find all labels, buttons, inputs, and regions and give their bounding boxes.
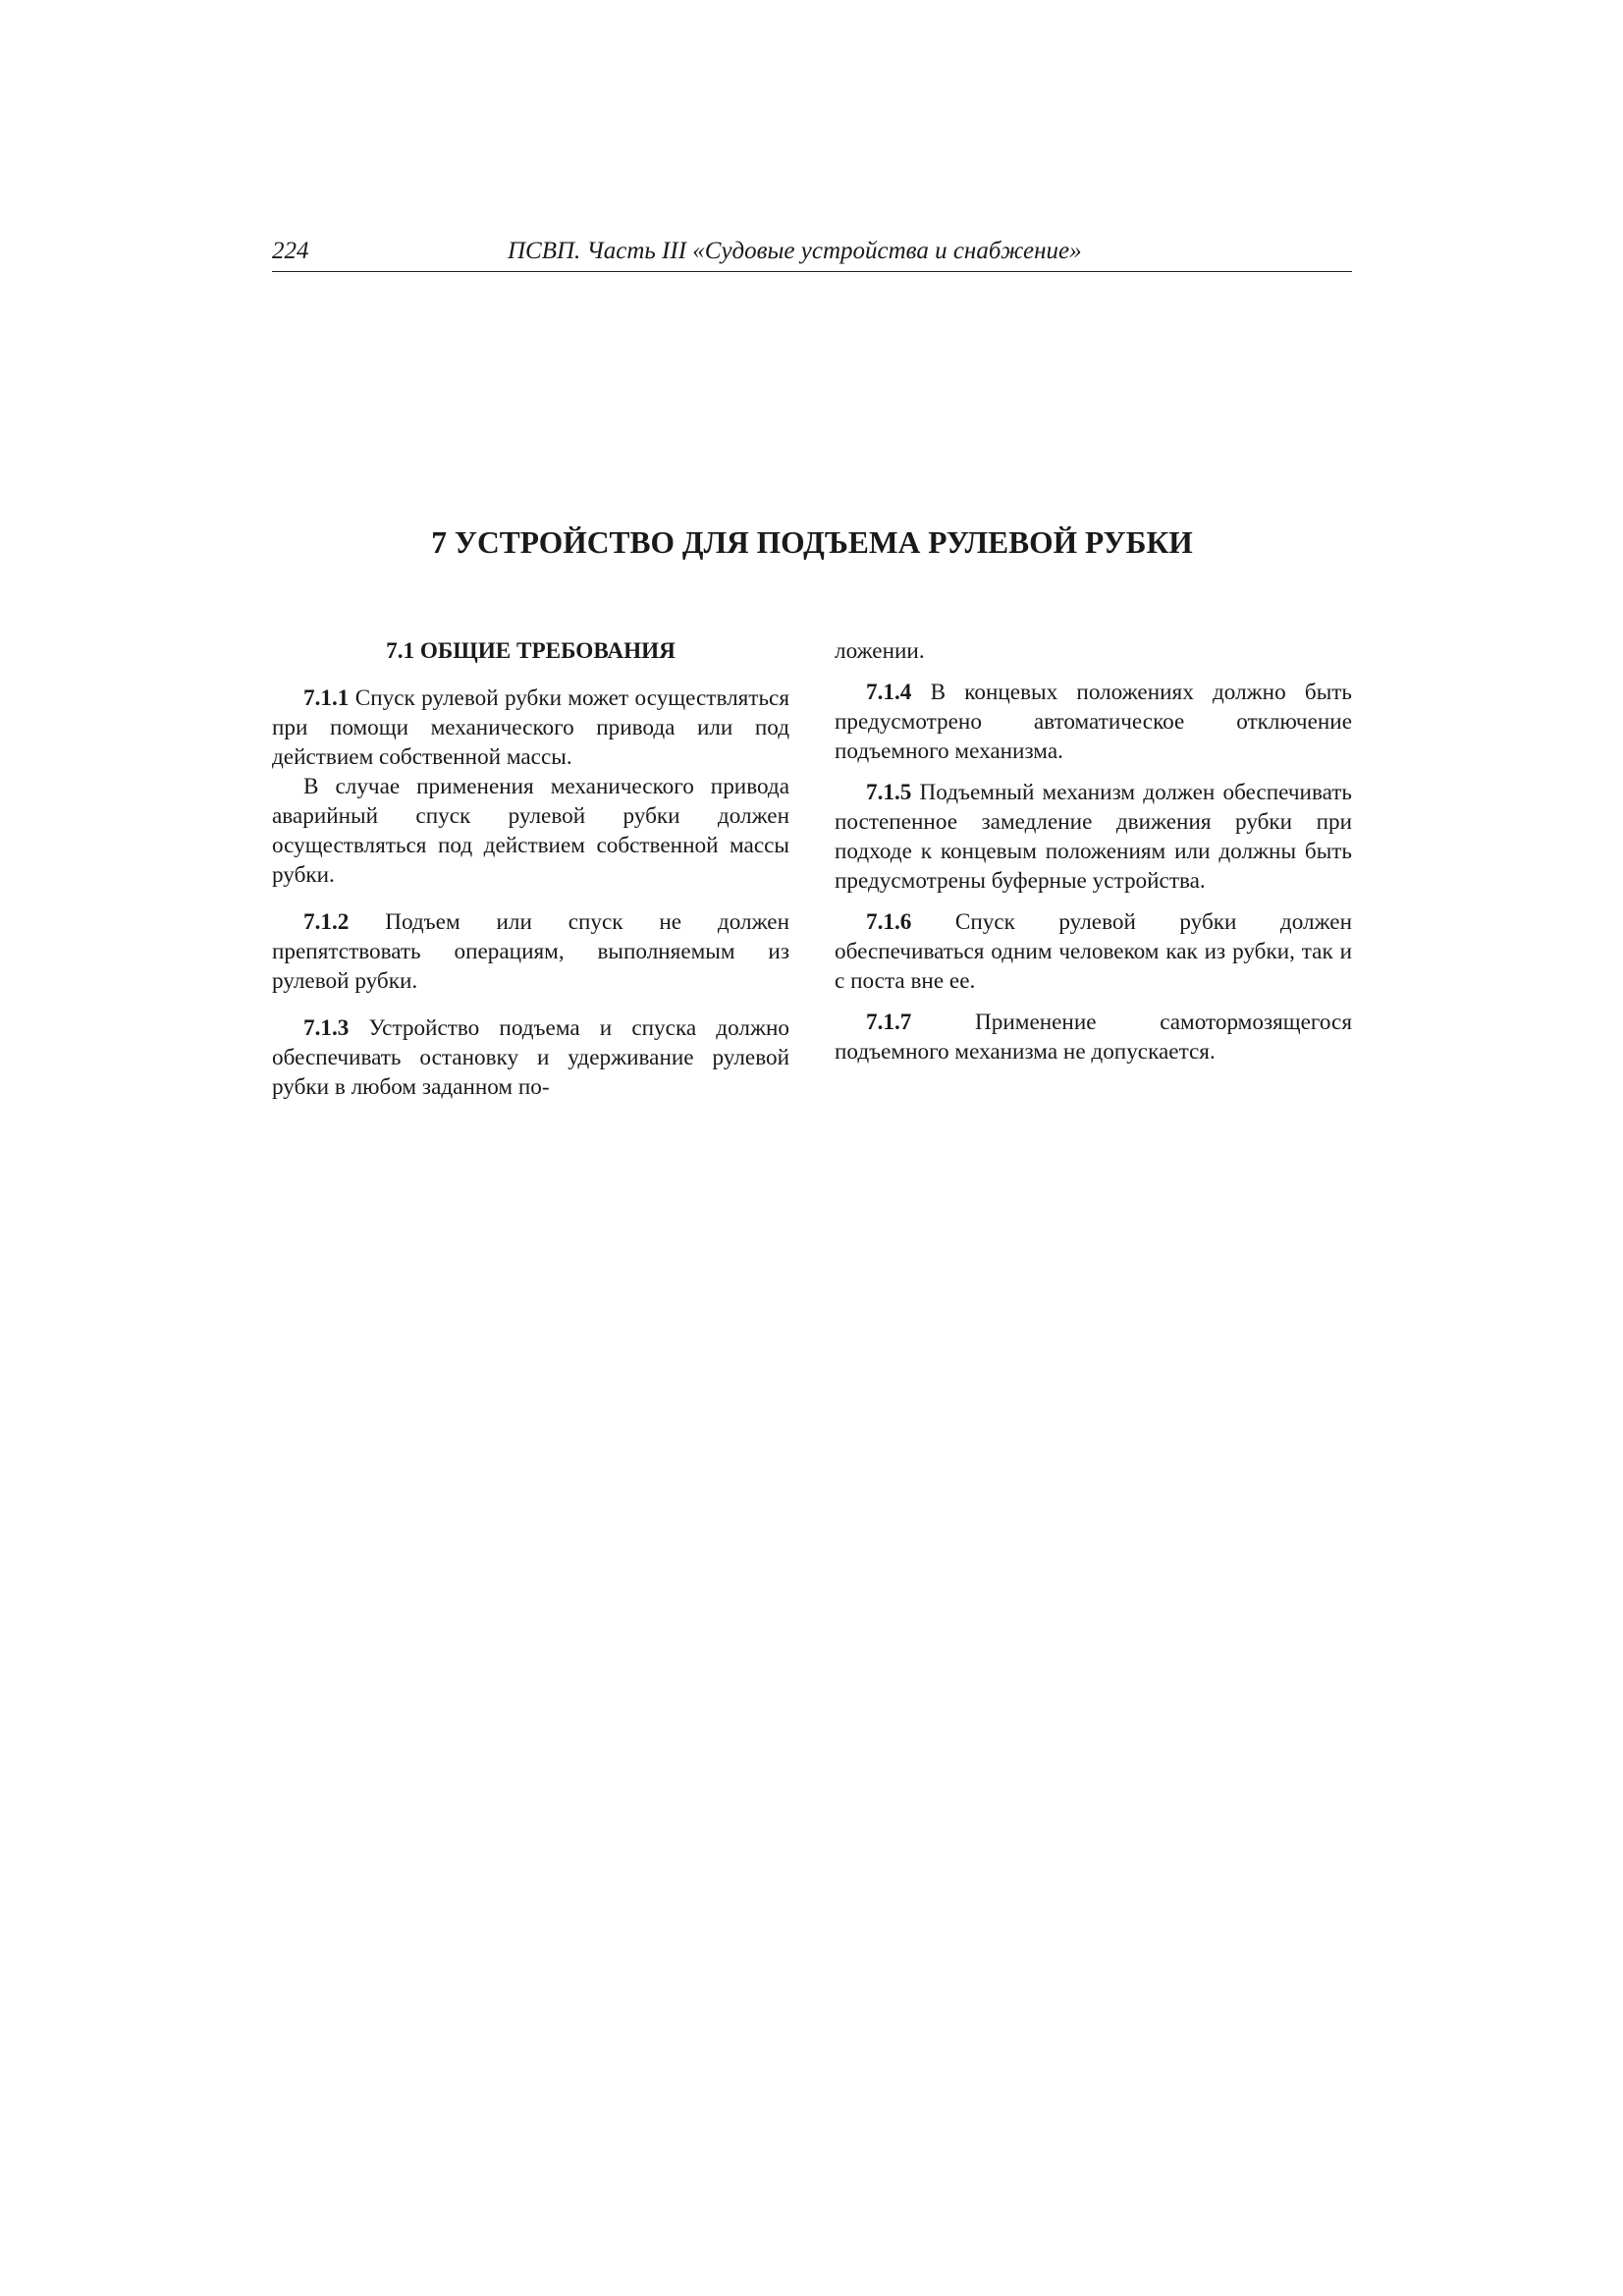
paragraph-text: В концевых положениях должно быть предусмотрено автоматическое отключение подъемного механизма.: [835, 680, 1352, 764]
paragraph-7-1-6: [835, 907, 1352, 996]
paragraph-text: ложении.: [835, 638, 925, 664]
right-column: [835, 636, 1352, 1078]
paragraph-7-1-4: [835, 678, 1352, 766]
paragraph-7-1-3: [272, 1013, 789, 1102]
clause-number: 7.1.2: [303, 909, 350, 935]
paragraph-text: Спуск рулевой рубки может осуществляться при помощи механического привода или под действием собственной массы.: [272, 685, 789, 770]
paragraph-text: В случае применения механического привода аварийный спуск рулевой рубки должен осуществляться под действием собственной массы рубки.: [272, 774, 789, 888]
running-header: [272, 236, 1352, 272]
paragraph-7-1-5: [835, 778, 1352, 896]
clause-number: 7.1.1: [303, 685, 350, 711]
paragraph-7-1-1: [272, 683, 789, 772]
paragraph-text: Устройство подъема и спуска должно обеспечивать остановку и удерживание рулевой рубки в любом заданном по-: [272, 1015, 789, 1100]
left-column: [272, 636, 789, 1114]
section-title: 7.1 ОБЩИЕ ТРЕБОВАНИЯ: [386, 638, 676, 664]
paragraph-7-1-7: [835, 1008, 1352, 1066]
clause-number: 7.1.4: [866, 680, 912, 705]
clause-number: 7.1.5: [866, 780, 912, 805]
paragraph-text: Подъем или спуск не должен препятствовать операциям, выполняемым из рулевой рубки.: [272, 909, 789, 994]
paragraph-7-1-3-cont: [835, 636, 1352, 666]
paragraph-text: Спуск рулевой рубки должен обеспечиваться одним человеком как из рубки, так и с поста вне ее.: [835, 909, 1352, 994]
clause-number: 7.1.3: [303, 1015, 350, 1041]
paragraph-7-1-1-cont: [272, 772, 789, 890]
paragraph-text: Подъемный механизм должен обеспечивать постепенное замедление движения рубки при подходе к концевым положениям или должны быть предусмотрены буферные устройства.: [835, 780, 1352, 894]
page-number: 224: [272, 238, 309, 264]
running-title: ПСВП. Часть III «Судовые устройства и снабжение»: [508, 238, 1082, 264]
chapter-title: 7 УСТРОЙСТВО ДЛЯ ПОДЪЕМА РУЛЕВОЙ РУБКИ: [431, 525, 1193, 561]
clause-number: 7.1.7: [866, 1010, 912, 1035]
paragraph-7-1-2: [272, 907, 789, 996]
clause-number: 7.1.6: [866, 909, 912, 935]
paragraph-text: Применение самотормозящегося подъемного механизма не допускается.: [835, 1010, 1352, 1065]
